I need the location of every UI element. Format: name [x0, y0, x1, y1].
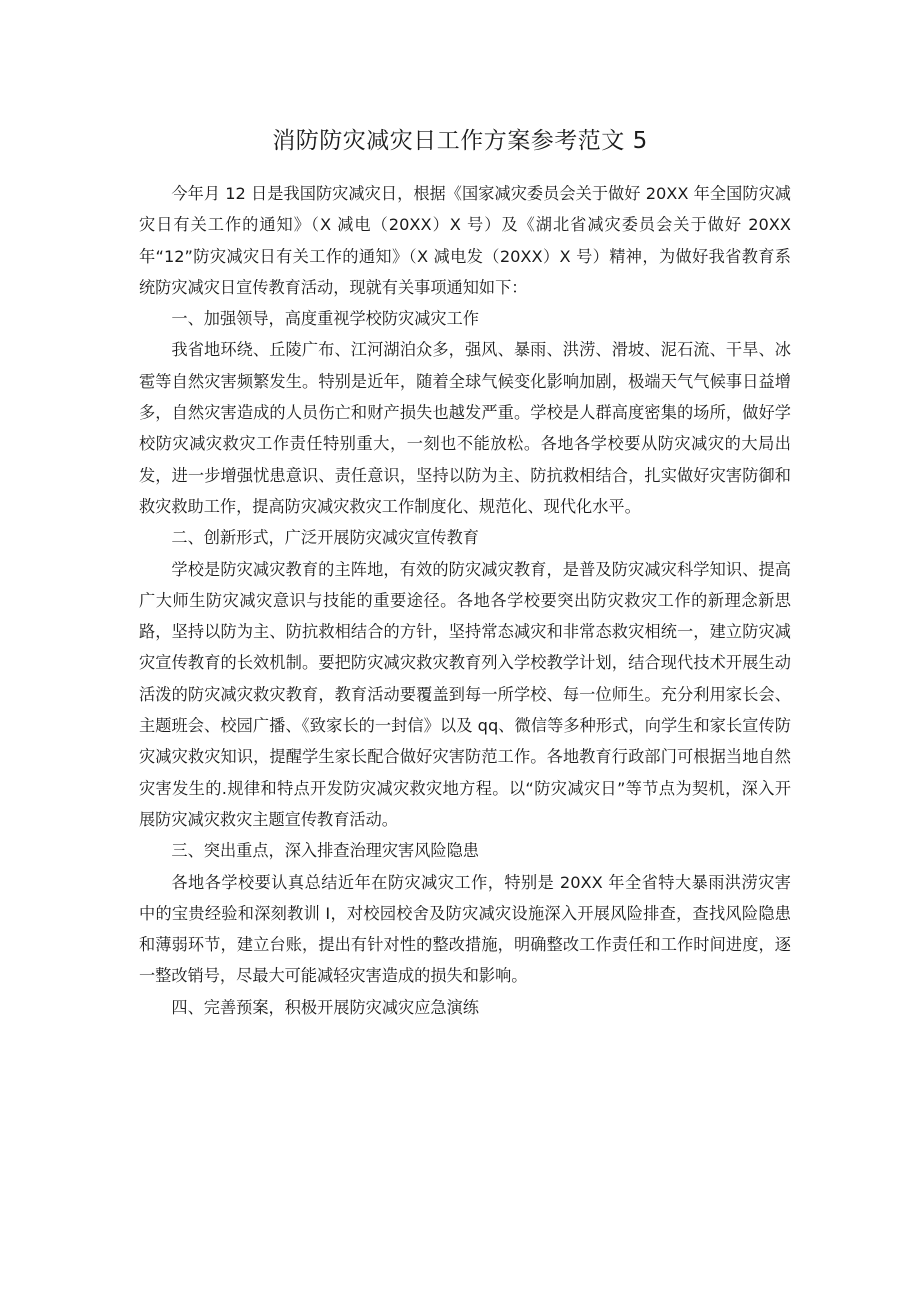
section-2-paragraph: 学校是防灾减灾教育的主阵地，有效的防灾减灾教育，是普及防灾减灾科学知识、提高广大师生防灾减灾意识与技能的重要途径。各地各学校要突出防灾救灾工作的新理念新思路，坚持以防为主、防抗救相结合的方针，坚持常态减灾和非常态救灾相统一，建立防灾减灾宣传教育的长效机制。要把防灾减灾救灾教育列入学校教学计划，结合现代技术开展生动活泼的防灾减灾救灾教育，教育活动要覆盖到每一所学校、每一位师生。充分利用家长会、主题班会、校园广播、《致家长的一封信》以及 qq、微信等多种形式，向学生和家长宣传防灾减灾救灾知识，提醒学生家长配合做好灾害防范工作。各地教育行政部门可根据当地自然灾害发生的.规律和特点开发防灾减灾救灾地方程。以“防灾减灾日”等节点为契机，深入开展防灾减灾救灾主题宣传教育活动。	[139, 559, 791, 829]
section-heading-3: 三、突出重点，深入排查治理灾害风险隐患	[171, 841, 479, 861]
document-body	[139, 178, 791, 1023]
section-heading-2: 二、创新形式，广泛开展防灾减灾宣传教育	[171, 528, 479, 548]
section-1-paragraph: 我省地环绕、丘陵广布、江河湖泊众多，强风、暴雨、洪涝、滑坡、泥石流、干旱、冰雹等自然灾害频繁发生。特别是近年，随着全球气候变化影响加剧，极端天气气候事日益增多，自然灾害造成的人员伤亡和财产损失也越发严重。学校是人群高度密集的场所，做好学校防灾减灾救灾工作责任特别重大，一刻也不能放松。各地各学校要从防灾减灾的大局出发，进一步增强忧患意识、责任意识，坚持以防为主、防抗救相结合，扎实做好灾害防御和救灾救助工作，提高防灾减灾救灾工作制度化、规范化、现代化水平。	[139, 340, 791, 516]
section-heading-1: 一、加强领导，高度重视学校防灾减灾工作	[171, 309, 479, 329]
document-title: 消防防灾减灾日工作方案参考范文 5	[272, 128, 648, 154]
section-heading-4: 四、完善预案，积极开展防灾减灾应急演练	[171, 997, 479, 1017]
section-3-paragraph: 各地各学校要认真总结近年在防灾减灾工作，特别是 20XX 年全省特大暴雨洪涝灾害中的宝贵经验和深刻教训 I，对校园校舍及防灾减灾设施深入开展风险排查，查找风险隐患和薄弱环节，建立台账，提出有针对性的整改措施，明确整改工作责任和工作时间进度，逐一整改销号，尽最大可能减轻灾害造成的损失和影响。	[139, 872, 791, 986]
intro-paragraph: 今年月 12 日是我国防灾减灾日，根据《国家减灾委员会关于做好 20XX 年全国防灾减灾日有关工作的通知》（X 减电（20XX）X 号）及《湖北省减灾委员会关于做好 20XX 年“12”防灾减灾日有关工作的通知》（X 减电发（20XX）X 号）精神，为做好我省教育系统防灾减灾日宣传教育活动，现就有关事项通知如下：	[139, 184, 791, 297]
